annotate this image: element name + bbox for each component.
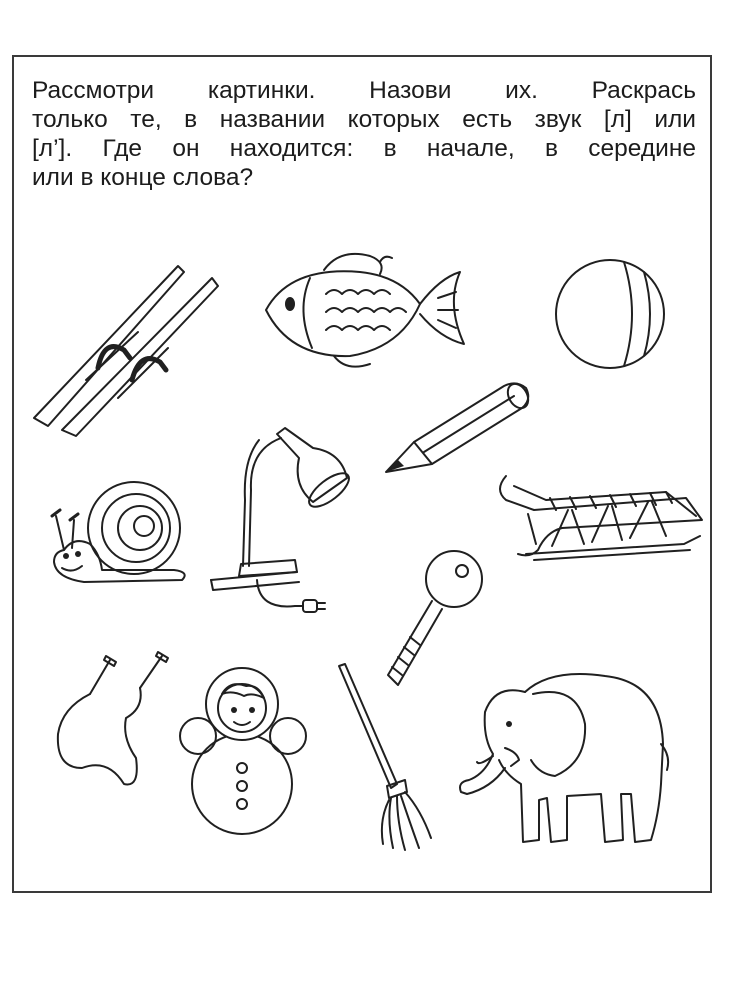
ball-icon[interactable] xyxy=(552,256,672,376)
pencil-icon[interactable] xyxy=(380,372,540,482)
instruction-line-2: только те, в названии которых есть звук [л] или xyxy=(32,106,696,133)
fish-icon[interactable] xyxy=(260,248,470,378)
task-instructions xyxy=(32,76,696,192)
instruction-line-3: [л’]. Где он находится: в начале, в середине xyxy=(32,135,696,162)
desk-lamp-icon[interactable] xyxy=(205,420,355,620)
roly-poly-doll-icon[interactable] xyxy=(178,660,308,840)
broom-icon[interactable] xyxy=(335,660,445,860)
snail-icon[interactable] xyxy=(44,474,194,594)
skis-icon[interactable] xyxy=(28,258,228,438)
sled-icon[interactable] xyxy=(490,470,710,560)
instruction-line-1: Рассмотри картинки. Назови их. Раскрась xyxy=(32,77,696,104)
jump-rope-icon[interactable] xyxy=(48,648,188,798)
elephant-icon[interactable] xyxy=(455,664,680,854)
instruction-line-4: или в конце слова? xyxy=(32,164,254,191)
